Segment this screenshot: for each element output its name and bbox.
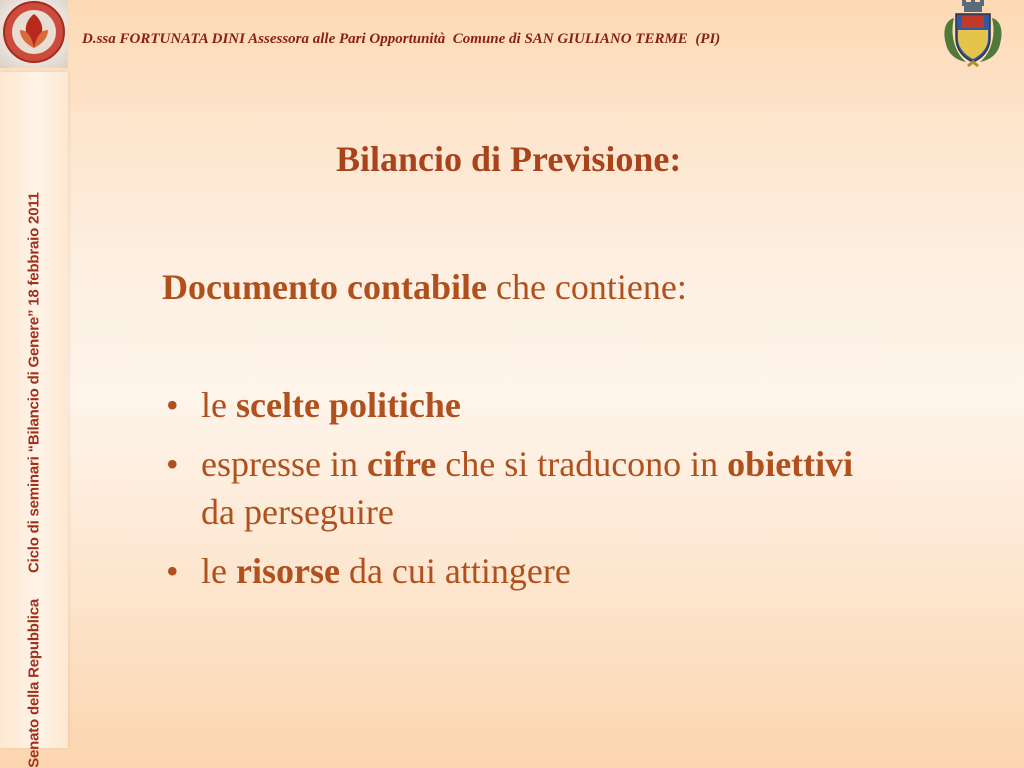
intro-rest-text: che contiene: [486,267,687,307]
bullet-text: da perseguire [201,492,394,532]
sidebar-caption-senate: Senato della Repubblica [25,599,43,768]
bullet-bold-text: risorse [235,551,340,591]
bullet-bold-text: obiettivi [727,444,854,484]
bullet-list [162,381,882,606]
bullet-dot-icon: • [166,385,179,425]
slide-intro [162,266,687,308]
bullet-dot-icon: • [166,444,179,484]
bullet-bold-text: scelte politiche [235,385,461,425]
intro-bold-text: Documento contabile [162,267,487,307]
sidebar-caption [26,192,43,768]
bullet-text: le [201,551,236,591]
slide-title: Bilancio di Previsione: [336,139,682,179]
sidebar-band [0,72,68,768]
sidebar-caption-seminar: Ciclo di seminari “Bilancio di Genere” 18 febbraio 2011 [25,192,43,574]
list-item [162,440,882,536]
municipal-crest-icon [940,0,1006,72]
bullet-text: che si traducono in [436,444,728,484]
globe-flower-icon [0,0,68,68]
list-item [162,381,882,429]
bullet-text: le [201,385,236,425]
list-item [162,547,882,595]
bullet-dot-icon: • [166,551,179,591]
bullet-text: espresse in [201,444,367,484]
header-title: D.ssa FORTUNATA DINI Assessora alle Pari Opportunità Comune di SAN GIULIANO TERME (PI) [82,31,721,47]
bullet-text: da cui attingere [339,551,571,591]
bullet-bold-text: cifre [366,444,437,484]
